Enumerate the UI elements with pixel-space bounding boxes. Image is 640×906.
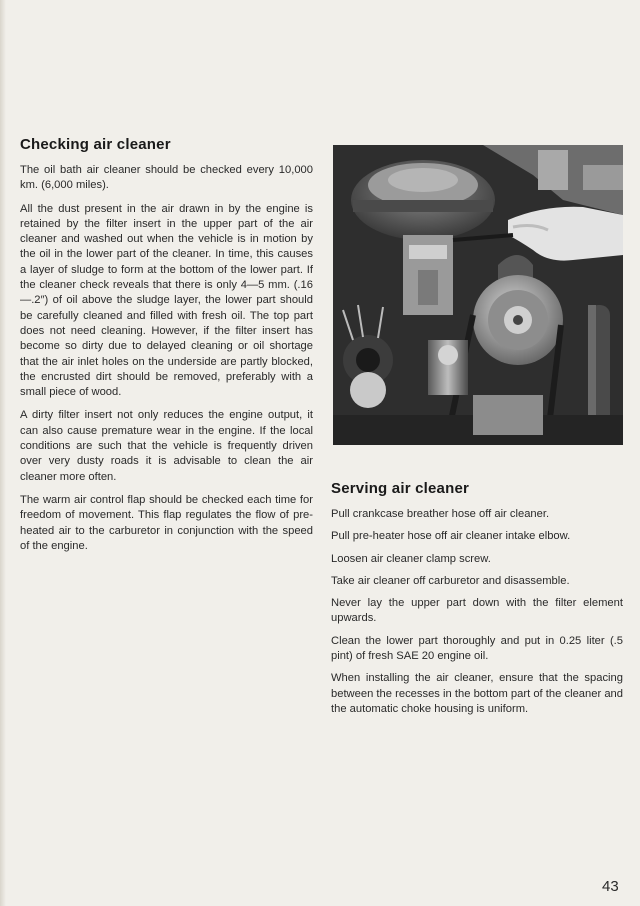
paragraph: The oil bath air cleaner should be checked every 10,000 km. (6,000 miles). [20,164,313,192]
page-number: 43 [602,878,619,895]
step: When installing the air cleaner, ensure that the spacing between the recesses in the bottom part of the cleaner and the automatic choke housing is uniform. [331,672,623,715]
step: Clean the lower part thoroughly and put in 0.25 liter (.5 pint) of fresh SAE 20 engine oil. [331,634,623,663]
engine-photo-illustration [333,145,623,445]
paragraph: The warm air control flap should be checked each time for freedom of movement. This flap regulates the flow of pre-heated air to the carburetor in conjunction with the speed of the engine. [20,493,313,552]
checking-air-cleaner-section [20,136,313,562]
serving-air-cleaner-section [331,480,623,724]
paragraph: All the dust present in the air drawn in by the engine is retained by the filter insert in the upper part of the air cleaner and washed out when the vehicle is in motion by the oil in the lower part of the cleaner. In time, this causes a layer of sludge to form at the bottom of the lower part. If the cleaner check reveals that there is only 4—5 mm. (.16—.2″) of oil above the sludge layer, the lower part should be carefully cleaned and filled with fresh oil. The top part does not need cleaning. However, if the filter insert has become so dirty due to delayed cleaning or oil shortage that the air inlet holes on the underside are partly blocked, the encrusted dirt should be removed, preferably with a small piece of wood. [20,202,313,399]
section-heading: Checking air cleaner [20,136,171,153]
step: Take air cleaner off carburetor and disassemble. [331,574,570,587]
section-heading: Serving air cleaner [331,480,470,497]
step: Pull pre-heater hose off air cleaner intake elbow. [331,530,571,543]
step: Loosen air cleaner clamp screw. [331,552,491,565]
binding-edge [0,0,6,906]
step: Never lay the upper part down with the filter element upwards. [331,597,623,625]
engine-photo [333,145,623,445]
paragraph: A dirty filter insert not only reduces the engine output, it can also cause premature wear in the engine. If the local conditions are such that the vehicle is frequently driven over very dusty roads it is advisable to clean the air cleaner more often. [20,409,313,483]
step: Pull crankcase breather hose off air cleaner. [331,508,550,520]
